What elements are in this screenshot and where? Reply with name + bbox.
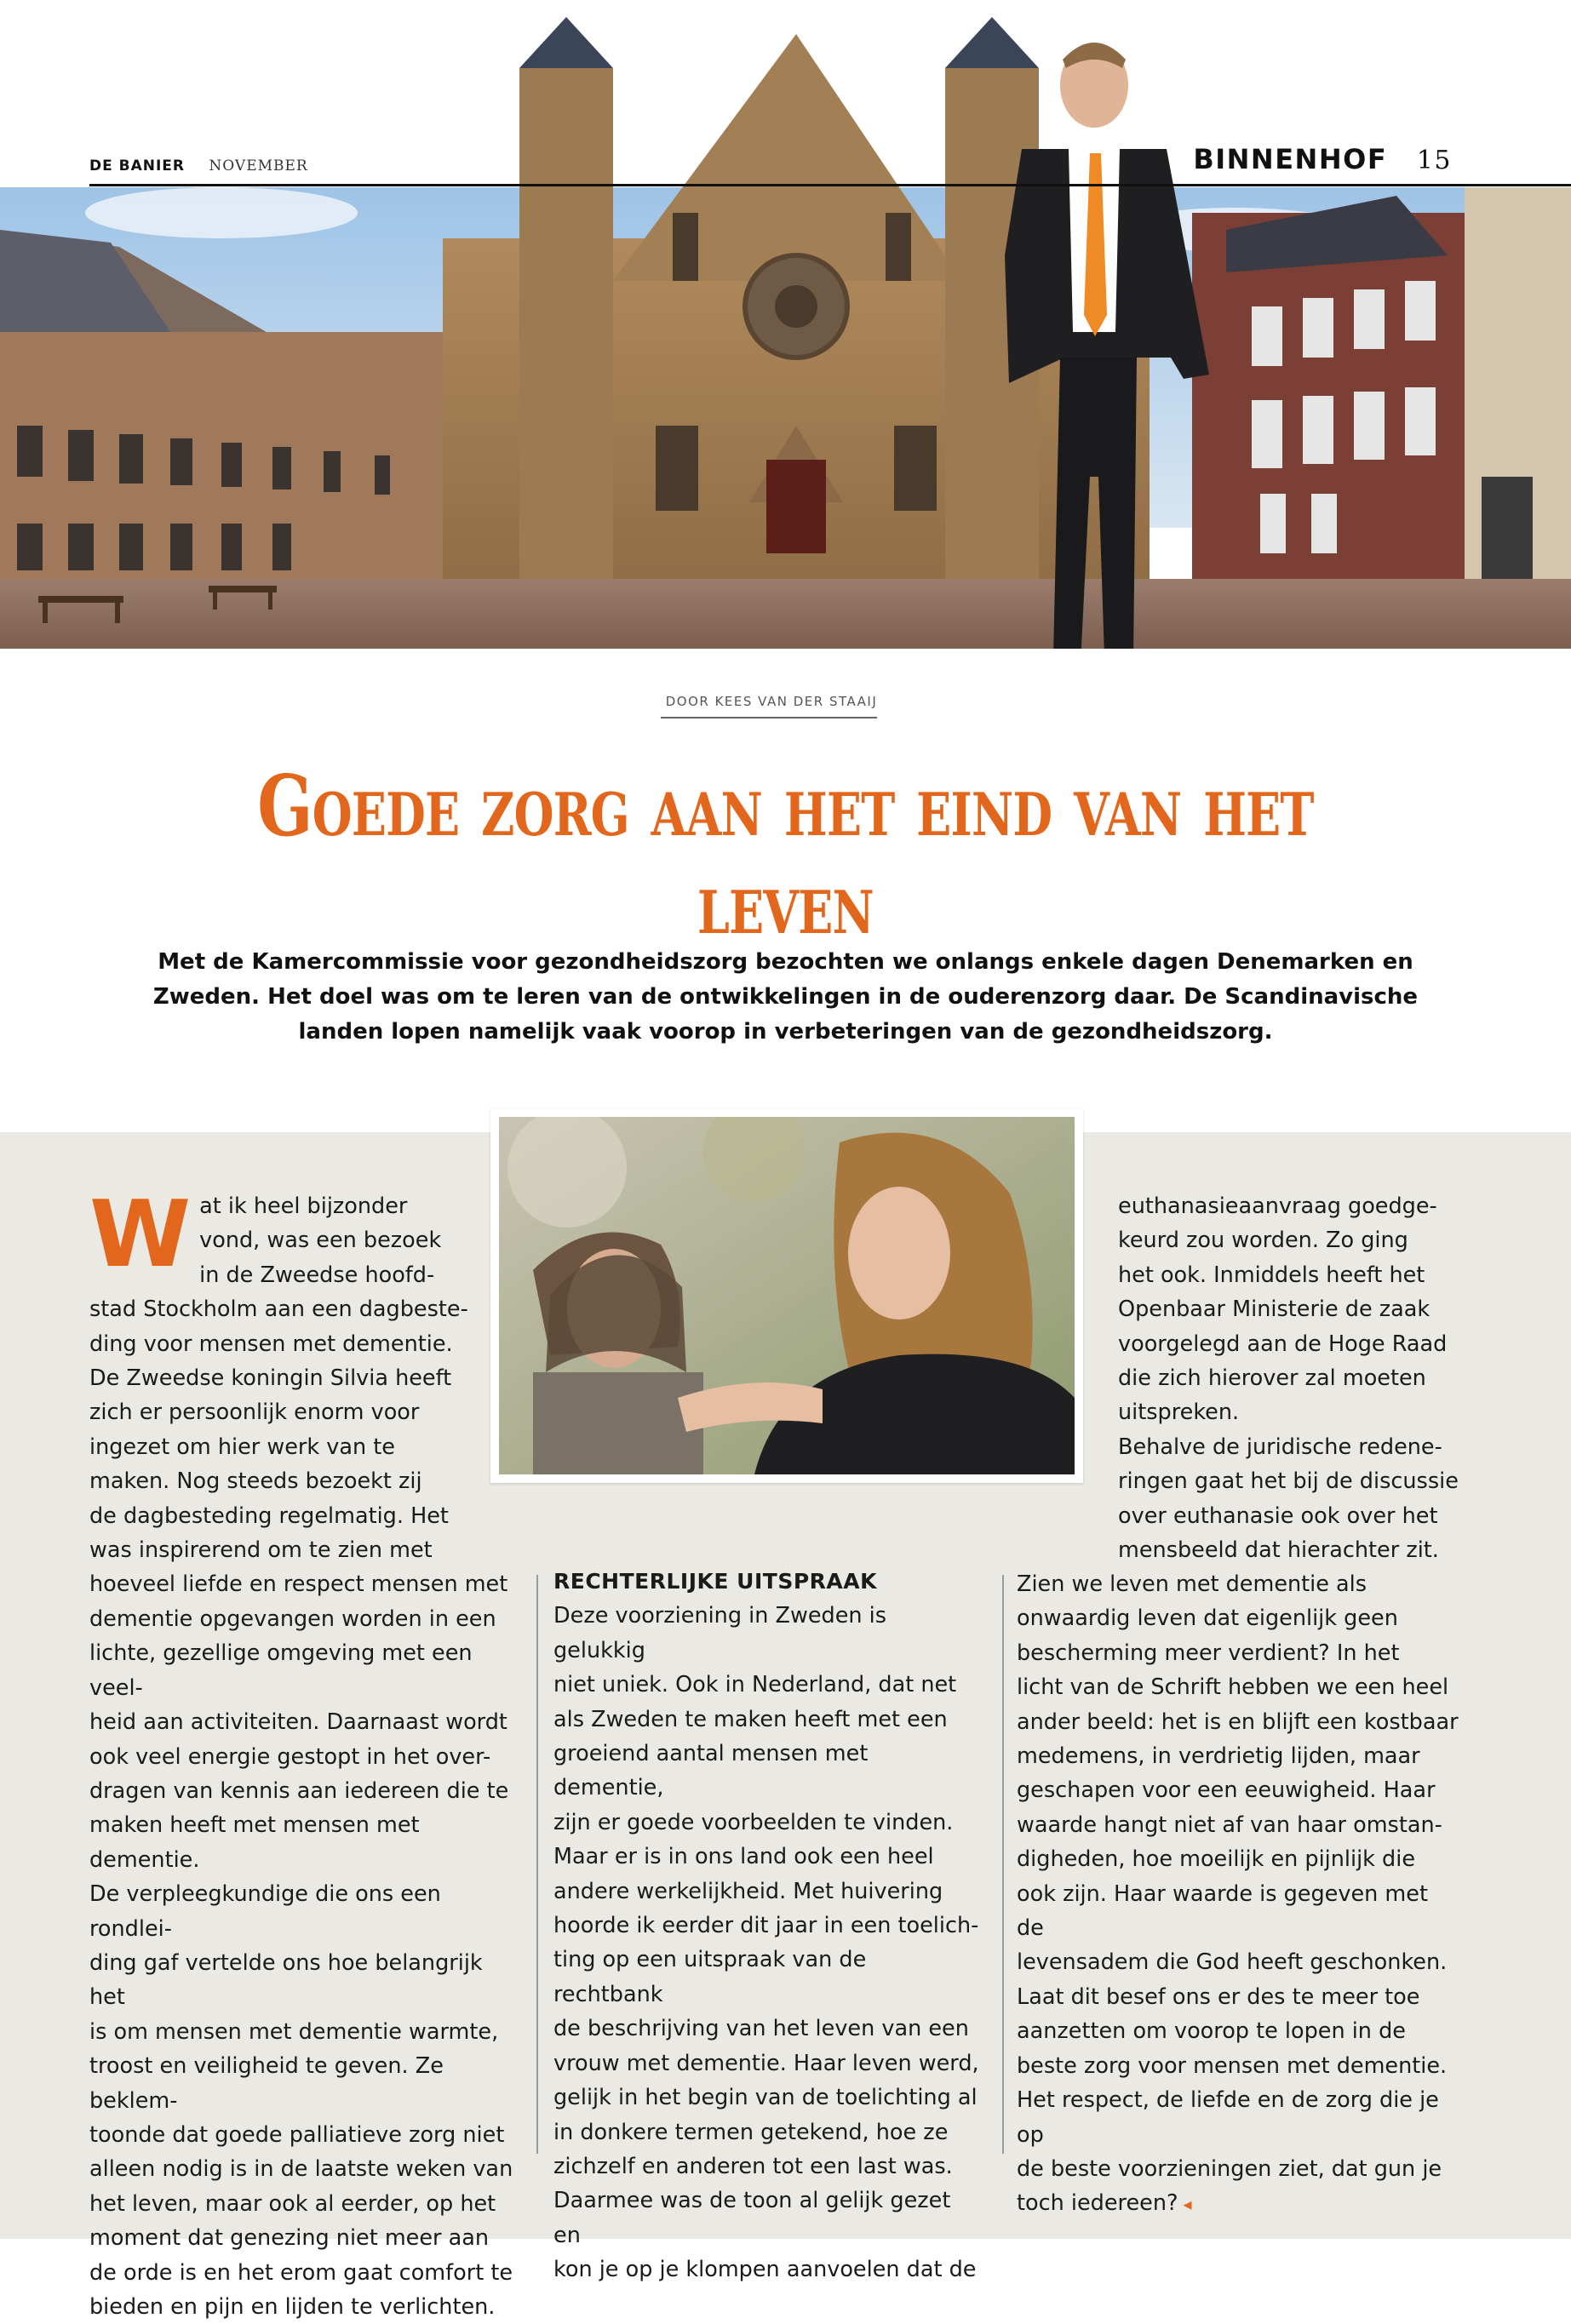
column-line: euthanasieaanvraag goedge- <box>1118 1193 1437 1219</box>
column-line: de orde is en het erom gaat comfort te <box>89 2259 513 2286</box>
byline: DOOR KEES VAN DER STAAIJ <box>665 694 878 709</box>
column-divider <box>536 1575 538 2154</box>
column-line: zich er persoonlijk enorm voor <box>89 1400 420 1426</box>
column-line: groeiend aantal mensen met dementie, <box>553 1741 869 1801</box>
column-line: ting op een uitspraak van de rechtbank <box>553 1947 867 2007</box>
column-line: keurd zou worden. Zo ging <box>1118 1228 1408 1254</box>
column-line: in de Zweedse hoofd- <box>199 1262 435 1288</box>
column-line: de beschrijving van het leven van een <box>553 2016 969 2042</box>
column-line: geschapen voor een eeuwigheid. Haar <box>1017 1777 1436 1804</box>
column-line: hoorde ik eerder dit jaar in een toelich- <box>553 1913 979 1939</box>
inset-photo-frame <box>490 1108 1083 1483</box>
column-line: Maar er is in ons land ook een heel <box>553 1844 934 1870</box>
column-line: maken heeft met mensen met dementie. <box>89 1812 420 1873</box>
column-line: toonde dat goede palliatieve zorg niet <box>89 2121 505 2148</box>
column-line: het leven, maar ook al eerder, op het <box>89 2190 496 2217</box>
running-header-left <box>89 157 308 175</box>
column-line: vond, was een bezoek <box>199 1228 442 1254</box>
column-line: Laat dit besef ons er des te meer toe <box>1017 1983 1420 2010</box>
column-line: stad Stockholm aan een dagbeste- <box>89 1297 468 1323</box>
column-line-final <box>1017 2186 1459 2221</box>
column-line: die zich hierover zal moeten <box>1118 1365 1426 1392</box>
column-line: Zien we leven met dementie als <box>1017 1571 1367 1597</box>
hero-photo <box>0 0 1571 649</box>
article-intro: Met de Kamercommissie voor gezondheidszorg bezochten we onlangs enkele dagen Denemarken en Zweden. Het doel was om te leren van de ontwikkelingen in de ouderenzorg daar. De Scandinavische landen lopen namelijk vaak voorop in verbeteringen van de gezondheidszorg. <box>152 949 1419 1045</box>
column-line: onwaardig leven dat eigenlijk geen <box>1017 1606 1398 1632</box>
column-line: Daarmee was de toon al gelijk gezet en <box>553 2188 951 2248</box>
article-column-2 <box>553 1565 979 2287</box>
column-line: hoeveel liefde en respect mensen met <box>89 1571 508 1598</box>
column-line: troost en veiligheid te geven. Ze beklem- <box>89 2053 444 2114</box>
column-line: moment dat genezing niet meer aan <box>89 2225 490 2252</box>
column-line: ander beeld: het is en blijft een kostbaar <box>1017 1709 1459 1735</box>
end-mark-icon: ◂ <box>1183 2194 1192 2215</box>
column-line: medemens, in verdrietig lijden, maar <box>1017 1743 1420 1770</box>
column-line: alleen nodig is in de laatste weken van <box>89 2156 513 2183</box>
column-line: ringen gaat het bij de discussie <box>1118 1468 1459 1495</box>
column-line: kon je op je klompen aanvoelen dat de <box>553 2257 977 2283</box>
column-line: voorgelegd aan de Hoge Raad <box>1118 1331 1448 1357</box>
column-line: vrouw met dementie. Haar leven werd, <box>553 2050 979 2076</box>
column-line: digheden, hoe moeilijk en pijnlijk die <box>1017 1846 1416 1873</box>
column-divider <box>1002 1575 1004 2154</box>
column-line: at ik heel bijzonder <box>199 1193 408 1219</box>
column-line: ook zijn. Haar waarde is gegeven met de <box>1017 1880 1428 1942</box>
column-line: aanzetten om voorop te lopen in de <box>1017 2018 1406 2045</box>
column-line: waarde hangt niet af van haar omstan- <box>1017 1812 1442 1838</box>
article-column-3-bottom <box>1017 1567 1459 2222</box>
column-line: Behalve de juridische redene- <box>1118 1434 1442 1460</box>
column-line: gelijk in het begin van de toelichting al <box>553 2085 978 2111</box>
column-line: zijn er goede voorbeelden te vinden. <box>553 1809 954 1835</box>
final-line-text: toch iedereen? <box>1017 2190 1178 2217</box>
issue-month: NOVEMBER <box>209 157 308 175</box>
header-rule <box>89 184 1571 186</box>
column-line: bescherming meer verdient? In het <box>1017 1640 1400 1666</box>
column-line: uitspreken. <box>1118 1400 1240 1426</box>
drop-cap: W <box>89 1182 192 1288</box>
column-line: de beste voorzieningen ziet, dat gun je <box>1017 2155 1442 2182</box>
column-line: dementie opgevangen worden in een <box>89 1606 496 1632</box>
column-line: levensadem die God heeft geschonken. <box>1017 1949 1448 1976</box>
column-line: was inspirerend om te zien met <box>89 1537 433 1564</box>
section-name: BINNENHOF <box>1193 143 1388 175</box>
column-line: ding gaf vertelde ons hoe belangrijk het <box>89 1949 483 2011</box>
column-line: Het respect, de liefde en de zorg die je op <box>1017 2087 1439 2148</box>
column-line: heid aan activiteiten. Daarnaast wordt <box>89 1709 507 1736</box>
publication-name: DE BANIER <box>89 157 186 175</box>
column-line: beste zorg voor mensen met dementie. <box>1017 2052 1448 2079</box>
subheading: RECHTERLIJKE UITSPRAAK <box>553 1569 877 1594</box>
column-line: dragen van kennis aan iedereen die te <box>89 1777 509 1804</box>
column-line: licht van de Schrift hebben we een heel <box>1017 1674 1449 1701</box>
column-line: Deze voorziening in Zweden is gelukkig <box>553 1603 887 1663</box>
column-line: als Zweden te maken heeft met een <box>553 1706 948 1732</box>
column-line: zichzelf en anderen tot een last was. <box>553 2153 953 2179</box>
inset-photo <box>499 1117 1075 1474</box>
column-line: in donkere termen getekend, hoe ze <box>553 2119 949 2145</box>
article-title: Goede zorg aan het eind van het leven <box>257 758 1314 953</box>
column-line: andere werkelijkheid. Met huivering <box>553 1878 943 1904</box>
column-line: ingezet om hier werk van te <box>89 1434 395 1460</box>
byline-rule <box>661 717 877 718</box>
column-line: het ook. Inmiddels heeft het <box>1118 1262 1425 1288</box>
column-line: niet uniek. Ook in Nederland, dat net <box>553 1672 957 1698</box>
column-line: is om mensen met dementie warmte, <box>89 2018 499 2045</box>
column-line: mensbeeld dat hierachter zit. <box>1118 1537 1439 1564</box>
column-line: De Zweedse koningin Silvia heeft <box>89 1365 452 1392</box>
article-column-1 <box>89 1182 515 2324</box>
column-line: De verpleegkundige die ons een rondlei- <box>89 1881 441 1942</box>
column-line: over euthanasie ook over het <box>1118 1503 1438 1529</box>
column-line: Openbaar Ministerie de zaak <box>1118 1297 1431 1323</box>
column-line: ding voor mensen met dementie. <box>89 1331 453 1357</box>
column-line: bieden en pijn en lijden te verlichten. <box>89 2294 496 2320</box>
column-line: ook veel energie gestopt in het over- <box>89 1743 491 1770</box>
page-number: 15 <box>1416 146 1452 175</box>
column-line: lichte, gezellige omgeving met een veel- <box>89 1640 473 1701</box>
column-line: de dagbesteding regelmatig. Het <box>89 1503 449 1529</box>
column-line: maken. Nog steeds bezoekt zij <box>89 1468 422 1495</box>
running-header-right <box>1193 143 1452 175</box>
article-column-3-top <box>1118 1189 1476 1567</box>
